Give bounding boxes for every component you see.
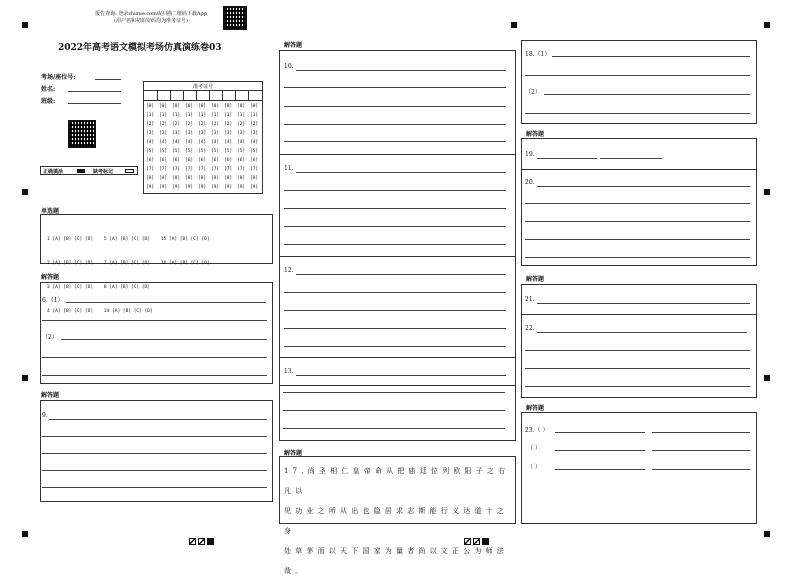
divider [522,314,756,315]
answer-line[interactable] [66,302,266,303]
answer-line[interactable] [525,113,750,114]
admission-digit-bubble[interactable]: [0] [172,104,181,109]
answer-line[interactable] [652,450,750,451]
admission-digit-column[interactable] [146,102,154,192]
answer-line[interactable] [555,432,645,433]
grid-column-divider [196,90,197,100]
answer-line[interactable] [537,332,747,333]
admission-digit-bubble[interactable]: [6] [172,158,181,163]
answer-line[interactable] [42,487,267,488]
admission-digit-bubble[interactable]: [5] [172,149,181,154]
q6-1-label: 6.（1） [42,297,64,304]
section-title: 解答题 [41,274,60,281]
admission-digit-bubble[interactable]: [8] [159,176,168,181]
admission-digit-bubble[interactable]: [2] [211,122,220,127]
report-note: 报告查询: 登录zhixue.com或扫描二维码下载App (用户名和初始密码均为准考证号) [95,11,207,24]
page-code-mark-left [189,531,214,550]
answer-line[interactable] [284,346,506,347]
room-seat-field[interactable] [95,79,121,80]
admission-digit-bubble[interactable]: [3] [211,131,220,136]
divider [522,169,756,170]
essay-line: 见功业之所从出也隐居求志斯能行义达道十之身 [284,507,508,535]
admission-digit-bubble[interactable]: [6] [185,158,194,163]
q22-label: 22. [525,325,535,332]
admission-digit-bubble[interactable]: [1] [146,113,155,118]
answer-line[interactable] [284,190,506,191]
admission-digit-bubble[interactable]: [2] [146,122,155,127]
admission-digit-bubble[interactable]: [4] [146,140,155,145]
admission-digit-bubble[interactable]: [2] [185,122,194,127]
admission-digit-bubble[interactable]: [4] [250,140,259,145]
q13-tail-box [279,385,516,441]
corner-mark-bottom-right [764,531,770,537]
answer-line[interactable] [284,328,506,329]
answer-line[interactable] [284,226,506,227]
q10-13-box [279,50,516,386]
class-label: 班级: [41,98,56,105]
admission-digit-bubble[interactable]: [7] [250,167,259,172]
admission-digit-bubble[interactable]: [9] [224,185,233,190]
admission-digit-bubble[interactable]: [7] [237,167,246,172]
q6-2-label: （2） [42,334,58,341]
answer-line[interactable] [525,75,750,76]
admission-digit-bubble[interactable]: [7] [159,167,168,172]
answer-line[interactable] [284,292,506,293]
q11-label: 11. [284,165,294,172]
admission-digit-bubble[interactable]: [4] [198,140,207,145]
admission-digit-bubble[interactable]: [9] [185,185,194,190]
admission-digit-bubble[interactable]: [9] [237,185,246,190]
admission-digit-bubble[interactable]: [8] [146,176,155,181]
admission-digit-bubble[interactable]: [3] [185,131,194,136]
admission-digit-bubble[interactable]: [0] [185,104,194,109]
admission-digit-bubble[interactable]: [3] [237,131,246,136]
answer-line[interactable] [42,453,267,454]
admission-digit-bubble[interactable]: [6] [237,158,246,163]
answer-line[interactable] [42,436,267,437]
admission-digit-bubble[interactable]: [5] [146,149,155,154]
timing-mark [22,189,28,195]
fill-legend [40,166,138,175]
answer-line[interactable] [600,158,662,159]
admission-digit-bubble[interactable]: [4] [211,140,220,145]
admission-digit-bubble[interactable]: [1] [224,113,233,118]
admission-digit-bubble[interactable]: [8] [172,176,181,181]
admission-digit-bubble[interactable]: [5] [237,149,246,154]
admission-digit-bubble[interactable]: [0] [250,104,259,109]
class-field[interactable] [68,103,121,104]
admission-digit-bubble[interactable]: [8] [185,176,194,181]
corner-mark-top-left [22,22,28,28]
section-title: 解答题 [284,42,303,49]
timing-mark [764,375,770,381]
admission-digit-bubble[interactable]: [4] [224,140,233,145]
admission-digit-bubble[interactable]: [4] [172,140,181,145]
q12-label: 12. [284,267,294,274]
admission-digit-column[interactable] [250,102,258,192]
admission-digit-bubble[interactable]: [7] [185,167,194,172]
q23-3-label: （ ） [527,464,541,471]
answer-line[interactable] [544,94,750,95]
admission-digit-bubble[interactable]: [8] [237,176,246,181]
q21-label: 21. [525,296,535,303]
admission-digit-bubble[interactable]: [1] [172,113,181,118]
corner-mark-bottom-left [22,531,28,537]
q23-2-label: （ ） [527,445,541,452]
essay-line: 处草茅而以天下国家为量者尚以文正公为师法哉。 [284,547,508,575]
admission-digit-bubble[interactable]: [5] [198,149,207,154]
answer-line[interactable] [296,274,506,275]
admission-number-grid [143,81,263,194]
admission-digit-bubble[interactable]: [3] [224,131,233,136]
answer-line[interactable] [42,375,267,376]
answer-line[interactable] [525,239,750,240]
name-label: 姓名: [41,86,56,93]
answer-line[interactable] [555,469,645,470]
answer-line[interactable] [42,320,267,321]
section-title: 解答题 [526,276,545,283]
answer-line[interactable] [555,450,645,451]
exam-title: 2022年高考语文模拟考场仿真演练卷03 [58,43,222,53]
section-title: 解答题 [526,131,545,138]
answer-line[interactable] [537,186,750,187]
divider [280,357,515,358]
admission-digit-bubble[interactable]: [5] [185,149,194,154]
admission-digit-bubble[interactable]: [0] [146,104,155,109]
admission-digit-bubble[interactable]: [8] [250,176,259,181]
admission-digit-column[interactable] [237,102,245,192]
admission-digit-bubble[interactable]: [9] [159,185,168,190]
mcq-row[interactable]: 3 [A] [B] [C] [D] 8 [A] [B] [C] [D] [47,285,150,290]
admission-digit-bubble[interactable]: [7] [224,167,233,172]
correct-fill-sample [77,169,85,173]
answer-line[interactable] [296,70,506,71]
answer-line[interactable] [537,303,750,304]
answer-line[interactable] [552,56,750,57]
admission-digit-column[interactable] [198,102,206,192]
mcq-row[interactable]: 2 [A] [B] [C] [D] 7 [A] [B] [C] [D] 16 [A] [B] [C] [D] [47,261,210,266]
q20-label: 20. [525,179,535,186]
corner-mark-top-right [764,22,770,28]
admission-digit-bubble[interactable]: [1] [198,113,207,118]
admission-digit-bubble[interactable]: [3] [172,131,181,136]
q18-box [521,40,757,124]
answer-line[interactable] [652,469,750,470]
admission-digit-bubble[interactable]: [0] [224,104,233,109]
q13-label: 13. [284,368,294,375]
answer-line[interactable] [525,368,750,369]
grid-column-divider [170,90,171,100]
corner-mark-top-mid [511,22,517,28]
admission-digit-bubble[interactable]: [5] [159,149,168,154]
mcq-row[interactable]: 4 [A] [B] [C] [D] 14 [A] [B] [C] [D] [47,309,153,314]
admission-digit-bubble[interactable]: [5] [224,149,233,154]
admission-digit-bubble[interactable]: [9] [198,185,207,190]
admission-digit-bubble[interactable]: [0] [159,104,168,109]
admission-digit-bubble[interactable]: [0] [237,104,246,109]
q17-box [279,456,516,575]
admission-digit-bubble[interactable]: [2] [172,122,181,127]
q19-label: 19. [525,151,535,158]
answer-line[interactable] [42,357,267,358]
admission-digit-bubble[interactable]: [7] [198,167,207,172]
correct-fill-label: 正确填涂 [43,169,64,175]
admission-digit-bubble[interactable]: [7] [172,167,181,172]
absent-mark-box[interactable] [125,169,134,173]
admission-digit-bubble[interactable]: [8] [211,176,220,181]
admission-digit-bubble[interactable]: [9] [172,185,181,190]
answer-line[interactable] [61,339,267,340]
absent-mark-label: 缺考标记 [93,169,114,175]
admission-digit-bubble[interactable]: [2] [224,122,233,127]
room-seat-label: 考场/座位号: [41,74,76,81]
answer-line[interactable] [49,419,267,420]
admission-digit-column[interactable] [211,102,219,192]
q9-label: 9. [42,412,48,419]
q23-1-label: 23.（ ） [525,427,549,434]
admission-digit-bubble[interactable]: [2] [237,122,246,127]
answer-line[interactable] [284,208,506,209]
section-title: 解答题 [526,405,545,412]
q23-box [521,412,757,524]
admission-digit-bubble[interactable]: [1] [159,113,168,118]
admission-digit-bubble[interactable]: [6] [146,158,155,163]
answer-line[interactable] [296,375,506,376]
answer-line[interactable] [525,203,750,204]
grid-divider [144,100,262,101]
admission-digit-bubble[interactable]: [3] [159,131,168,136]
q21-22-box [521,284,757,398]
admission-digit-bubble[interactable]: [0] [198,104,207,109]
admission-digit-bubble[interactable]: [6] [224,158,233,163]
answer-line[interactable] [284,310,506,311]
answer-line[interactable] [525,386,750,387]
qr-code-top [223,6,247,30]
admission-digit-bubble[interactable]: [2] [159,122,168,127]
admission-digit-bubble[interactable]: [7] [211,167,220,172]
admission-digit-bubble[interactable]: [8] [198,176,207,181]
answer-line[interactable] [284,87,506,88]
admission-digit-bubble[interactable]: [6] [159,158,168,163]
admission-digit-bubble[interactable]: [2] [250,122,259,127]
divider [280,154,515,155]
q18-2-label: （2） [525,89,541,96]
admission-digit-bubble[interactable]: [7] [146,167,155,172]
name-field[interactable] [68,91,121,92]
section-title: 解答题 [41,392,60,399]
q17-essay-text[interactable] [284,461,514,581]
answer-line[interactable] [42,470,267,471]
admission-digit-bubble[interactable]: [1] [211,113,220,118]
admission-digit-bubble[interactable]: [9] [146,185,155,190]
essay-line: 17.尚圣相仁皇帝命从把庙廷位列欧阳子之右凡以 [284,467,510,495]
q19-20-box [521,138,757,266]
answer-line[interactable] [284,124,506,125]
admission-digit-bubble[interactable]: [2] [198,122,207,127]
answer-line[interactable] [525,221,750,222]
admission-digit-bubble[interactable]: [8] [224,176,233,181]
answer-line[interactable] [537,158,597,159]
admission-digit-bubble[interactable]: [4] [237,140,246,145]
admission-digit-bubble[interactable]: [9] [250,185,259,190]
admission-digit-column[interactable] [172,102,180,192]
admission-digit-bubble[interactable]: [3] [250,131,259,136]
timing-mark [22,375,28,381]
grid-column-divider [157,90,158,100]
admission-digit-bubble[interactable]: [6] [211,158,220,163]
admission-digit-bubble[interactable]: [3] [146,131,155,136]
admission-digit-bubble[interactable]: [3] [198,131,207,136]
grid-column-divider [222,90,223,100]
admission-digit-bubble[interactable]: [1] [237,113,246,118]
admission-digit-column[interactable] [159,102,167,192]
q6-box [40,282,273,384]
timing-mark [764,189,770,195]
answer-line[interactable] [284,244,506,245]
answer-line[interactable] [284,141,506,142]
admission-digit-column[interactable] [224,102,232,192]
answer-line[interactable] [284,106,506,107]
answer-line[interactable] [525,350,750,351]
grid-column-divider [235,90,236,100]
grid-divider [144,90,262,91]
q10-label: 10. [284,63,294,70]
admission-digit-bubble[interactable]: [1] [185,113,194,118]
admission-digit-bubble[interactable]: [4] [159,140,168,145]
admission-digit-bubble[interactable]: [0] [211,104,220,109]
section-title: 解答题 [284,450,303,457]
admission-digit-bubble[interactable]: [1] [250,113,259,118]
grid-column-divider [248,90,249,100]
admission-digit-bubble[interactable]: [6] [250,158,259,163]
q9-box [40,400,273,502]
admission-digit-column[interactable] [185,102,193,192]
q18-1-label: 18.（1） [525,51,551,58]
answer-line[interactable] [652,432,750,433]
answer-line[interactable] [296,172,506,173]
admission-digit-bubble[interactable]: [9] [211,185,220,190]
divider [280,256,515,257]
admission-grid-title: 准考证号 [192,84,213,90]
admission-digit-bubble[interactable]: [6] [198,158,207,163]
grid-column-divider [183,90,184,100]
mcq-section-title: 单选题 [41,208,60,215]
admission-digit-bubble[interactable]: [5] [250,149,259,154]
qr-code-student [68,120,96,148]
admission-digit-bubble[interactable]: [4] [185,140,194,145]
admission-digit-bubble[interactable]: [5] [211,149,220,154]
mcq-row[interactable]: 1 [A] [B] [C] [D] 5 [A] [B] [C] [D] 15 [A] [B] [C] [D] [47,237,210,242]
answer-line[interactable] [525,257,750,258]
grid-column-divider [209,90,210,100]
